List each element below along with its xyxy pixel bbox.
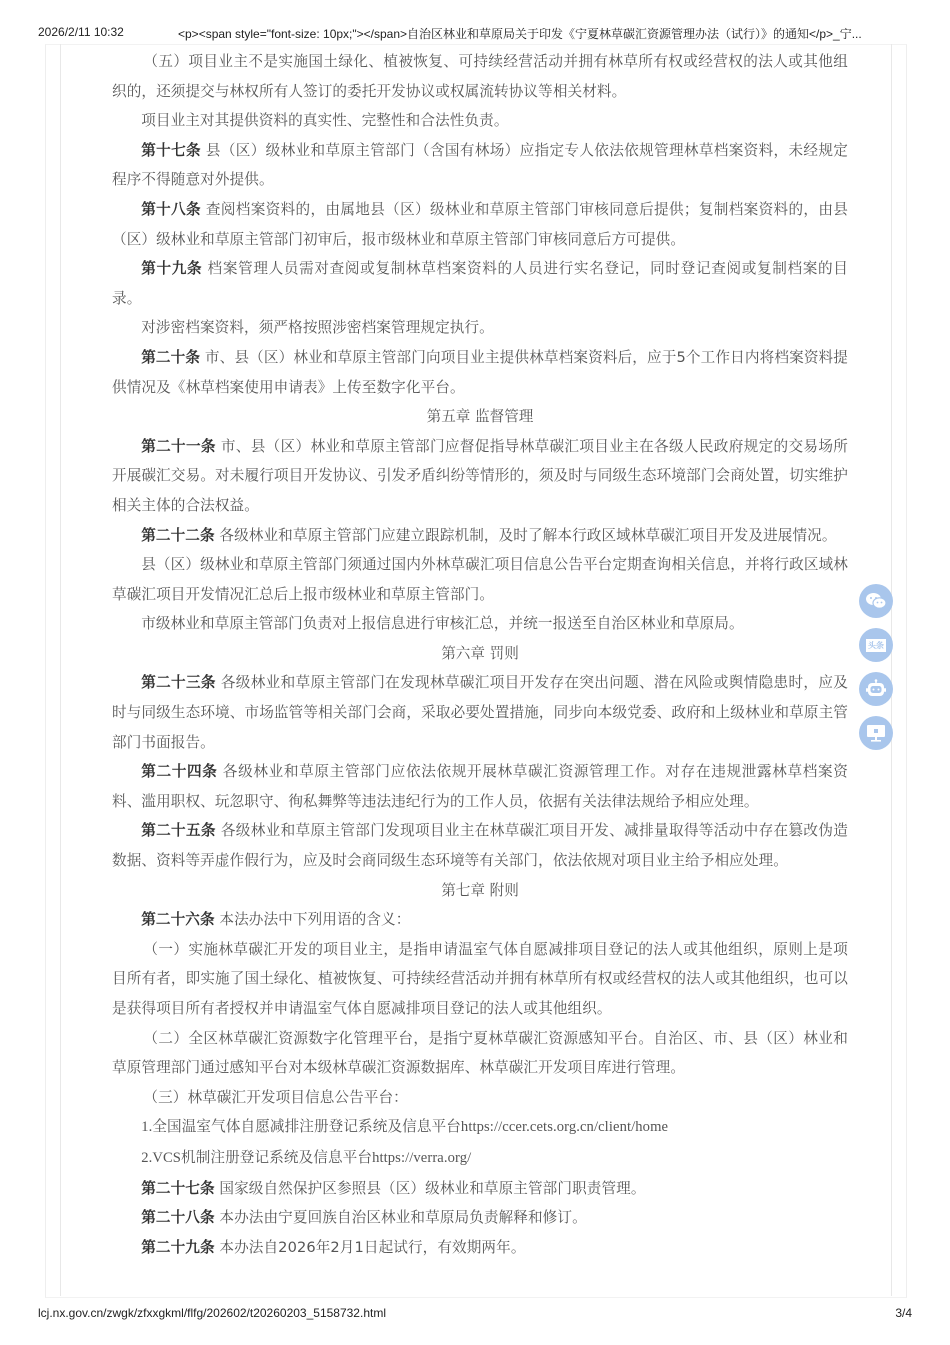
article-label: 第十七条 (141, 141, 201, 159)
share-desktop-button[interactable] (859, 716, 893, 750)
article-text: 县（区）级林业和草原主管部门（含国有林场）应指定专人依法依规管理林草档案资料，未经规定程序不得随意对外提供。 (112, 141, 849, 189)
article-label: 第二十五条 (141, 822, 216, 840)
paragraph: 对涉密档案资料，须严格按照涉密档案管理规定执行。 (141, 319, 494, 337)
article-20 (112, 343, 848, 402)
article-22 (112, 521, 848, 551)
share-robot-button[interactable] (859, 672, 893, 706)
share-wechat-button[interactable] (859, 584, 893, 618)
article-label: 第十九条 (141, 260, 203, 278)
url-text[interactable]: https://ccer.cets.org.cn/client/home (460, 1119, 669, 1136)
platform-link-1[interactable]: 1.全国温室气体自愿减排注册登记系统及信息平台https://ccer.cets.org.cn/client/home (141, 1118, 669, 1136)
article-text: 本法办法中下列用语的含义： (214, 911, 411, 929)
url-text[interactable]: https://verra.org/ (372, 1149, 472, 1166)
article-17 (112, 136, 848, 195)
paragraph: 项目业主对其提供资料的真实性、完整性和合法性负责。 (141, 112, 509, 130)
definition-2: （二）全区林草碳汇资源数字化管理平台，是指宁夏林草碳汇资源感知平台。自治区、市、县（区）林业和草原管理部门通过感知平台对本级林草碳汇资源数据库、林草碳汇开发项目库进行管理。 (112, 1029, 848, 1077)
definition-1: （一）实施林草碳汇开发的项目业主，是指申请温室气体自愿减排项目登记的法人或其他组织，原则上是项目所有者，即实施了国土绿化、植被恢复、可持续经营活动并拥有林草所有权或经营权的法人或其他组织，也可以是获得项目所有者授权并申请温室气体自愿减排项目登记的法人或其他组织。 (112, 940, 848, 1017)
article-text: 各级林业和草原主管部门发现项目业主在林草碳汇项目开发、减排量取得等活动中存在篡改伪造数据、资料等弄虚作假行为，应及时会商同级生态环境等有关部门，依法依规对项目业主给予相应处理。 (112, 822, 848, 870)
article-label: 第二十七条 (141, 1179, 215, 1197)
article-text: 各级林业和草原主管部门应建立跟踪机制，及时了解本行政区域林草碳汇项目开发及进展情况。 (214, 526, 837, 544)
article-body (112, 47, 848, 1262)
chapter-heading-5: 第五章 监督管理 (426, 408, 534, 426)
paragraph: （五）项目业主不是实施国土绿化、植被恢复、可持续经营活动并拥有林草所有权或经营权的法人或其他组织的，还须提交与林权所有人签订的委托开发协议或权属流转协议等相关材料。 (112, 53, 848, 100)
article-text: 市、县（区）林业和草原主管部门向项目业主提供林草档案资料后，应于5个工作日内将档案资料提供情况及《林草档案使用申请表》上传至数字化平台。 (112, 348, 848, 396)
chapter-heading-6: 第六章 罚则 (441, 644, 519, 662)
article-label: 第二十八条 (141, 1209, 215, 1227)
article-28 (112, 1203, 848, 1233)
article-25 (112, 816, 848, 875)
article-text: 各级林业和草原主管部门应依法依规开展林草碳汇资源管理工作。对存在违规泄露林草档案资料、滥用职权、玩忽职守、徇私舞弊等违法违纪行为的工作人员，依据有关法律法规给予相应处理。 (112, 763, 848, 810)
print-page-title: <p><span style="font-size: 10px;"></span>自治区林业和草原局关于印发《宁夏林草碳汇资源管理办法（试行）》的通知</p>_宁... (178, 27, 862, 41)
article-text: 本办法自2026年2月1日起试行，有效期两年。 (214, 1238, 526, 1256)
article-label: 第二十六条 (141, 911, 215, 929)
article-label: 第二十四条 (141, 763, 218, 781)
article-label: 第二十三条 (141, 674, 216, 692)
article-label: 第二十一条 (141, 437, 216, 455)
chapter-heading-7: 第七章 附则 (441, 881, 519, 899)
article-text: 查阅档案资料的，由属地县（区）级林业和草原主管部门审核同意后提供；复制档案资料的，由县（区）级林业和草原主管部门初审后，报市级林业和草原主管部门审核同意后方可提供。 (112, 200, 849, 248)
print-date: 2026/2/11 10:32 (38, 25, 124, 39)
article-text: 档案管理人员需对查阅或复制林草档案资料的人员进行实名登记，同时登记查阅或复制档案的目录。 (112, 260, 848, 307)
article-text: 国家级自然保护区参照县（区）级林业和草原主管部门职责管理。 (214, 1179, 646, 1197)
platform-link-2[interactable]: 2.VCS机制注册登记系统及信息平台https://verra.org/ (141, 1148, 472, 1166)
article-24 (112, 757, 848, 816)
article-label: 第二十二条 (141, 526, 215, 544)
article-text: 市、县（区）林业和草原主管部门应督促指导林草碳汇项目业主在各级人民政府规定的交易场所开展碳汇交易。对未履行项目开发协议、引发矛盾纠纷等情形的，须及时与同级生态环境部门会商处置，切实维护相关主体的合法权益。 (112, 437, 848, 514)
print-page-number: 3/4 (895, 1306, 912, 1320)
article-text: 本办法由宁夏回族自治区林业和草原局负责解释和修订。 (214, 1209, 587, 1227)
share-sidebar (859, 584, 895, 760)
share-toutiao-button[interactable] (859, 628, 893, 662)
article-text: 各级林业和草原主管部门在发现林草碳汇项目开发存在突出问题、潜在风险或舆情隐患时，应及时与同级生态环境、市场监管等相关部门会商，采取必要处置措施，同步向本级党委、政府和上级林业和草原主管部门书面报告。 (112, 674, 848, 751)
print-footer-url: lcj.nx.gov.cn/zwgk/zfxxgkml/flfg/202602/t20260203_5158732.html (38, 1306, 386, 1320)
robot-icon (865, 679, 887, 699)
paragraph: 市级林业和草原主管部门负责对上报信息进行审核汇总，并统一报送至自治区林业和草原局。 (141, 615, 744, 633)
article-18 (112, 195, 848, 254)
print-header (0, 0, 950, 41)
monitor-icon (866, 724, 886, 742)
definition-3: （三）林草碳汇开发项目信息公告平台： (143, 1088, 408, 1106)
article-label: 第十八条 (141, 200, 201, 218)
wechat-icon (865, 592, 887, 610)
paragraph: 县（区）级林业和草原主管部门须通过国内外林草碳汇项目信息公告平台定期查询相关信息，并将行政区域林草碳汇项目开发情况汇总后上报市级林业和草原主管部门。 (112, 556, 848, 603)
article-23 (112, 668, 848, 757)
article-29 (112, 1233, 848, 1263)
article-21 (112, 432, 848, 521)
toutiao-icon: 头条 (868, 640, 884, 650)
article-26 (112, 905, 848, 935)
article-19 (112, 254, 848, 313)
article-label: 第二十条 (141, 348, 201, 366)
article-27 (112, 1174, 848, 1204)
article-label: 第二十九条 (141, 1238, 215, 1256)
